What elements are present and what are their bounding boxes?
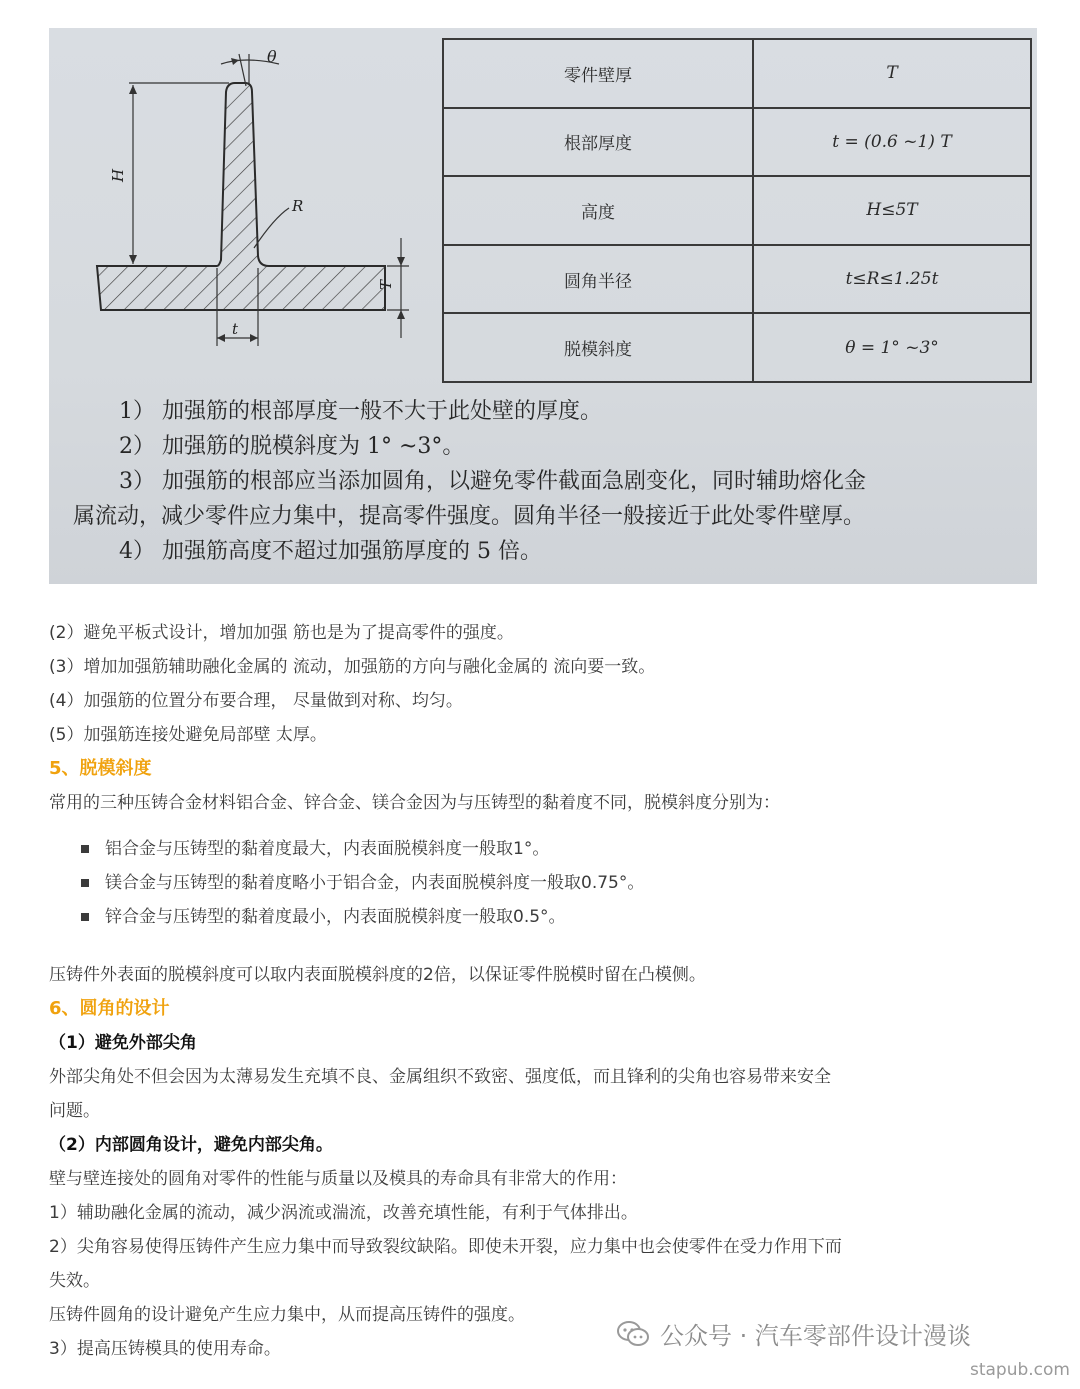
section-title-draft: 5、脱模斜度 [49, 758, 152, 779]
table-cell-value: t = (0.6 ~1) T [753, 108, 1031, 177]
subsection-title: （1）避免外部尖角 [49, 1033, 197, 1053]
table-cell-param: 零件壁厚 [443, 39, 753, 108]
section-outro: 压铸件外表面的脱模斜度可以取内表面脱模斜度的2倍，以保证零件脱模时留在凸模侧。 [49, 965, 706, 985]
book-note: 1） 加强筋的根部厚度一般不大于此处壁的厚度。 [119, 399, 602, 424]
book-notes [73, 394, 1019, 569]
list-item [49, 900, 1039, 934]
paragraph: 问题。 [49, 1101, 100, 1121]
rib-diagram [49, 28, 449, 368]
label-H: H [109, 168, 127, 182]
square-bullet-icon [81, 879, 89, 887]
square-bullet-icon [81, 913, 89, 921]
site-watermark: stapub.com [969, 1360, 1070, 1380]
book-note: 3） 加强筋的根部应当添加圆角，以避免零件截面急剧变化，同时辅助熔化金 [119, 469, 866, 494]
draft-angle-list [49, 832, 1039, 934]
table-row [443, 39, 1031, 108]
table-cell-param: 脱模斜度 [443, 313, 753, 382]
list-item-text: 锌合金与压铸型的黏着度最小，内表面脱模斜度一般取0.5°。 [105, 907, 566, 927]
table-cell-param: 根部厚度 [443, 108, 753, 177]
table-cell-value: t≤R≤1.25t [753, 245, 1031, 314]
square-bullet-icon [81, 845, 89, 853]
list-item [49, 866, 1039, 900]
book-note: 属流动，减少零件应力集中，提高零件强度。圆角半径一般接近于此处零件壁厚。 [73, 504, 866, 529]
table-cell-param: 高度 [443, 176, 753, 245]
list-item [49, 832, 1039, 866]
paragraph: 失效。 [49, 1271, 100, 1291]
table-row [443, 176, 1031, 245]
table-cell-value: T [753, 39, 1031, 108]
paragraph: 3）提高压铸模具的使用寿命。 [49, 1339, 281, 1359]
label-T: T [377, 279, 395, 290]
section-intro: 常用的三种压铸合金材料铝合金、锌合金、镁合金因为与压铸型的黏着度不同，脱模斜度分别为： [49, 793, 780, 813]
paragraph: 1）辅助融化金属的流动，减少涡流或湍流，改善充填性能，有利于气体排出。 [49, 1203, 638, 1223]
book-photo [49, 28, 1037, 584]
wechat-watermark [616, 1316, 971, 1351]
paragraph: 压铸件圆角的设计避免产生应力集中，从而提高压铸件的强度。 [49, 1305, 525, 1325]
table-row [443, 108, 1031, 177]
rib-point: (2）避免平板式设计，增加加强 筋也是为了提高零件的强度。 [49, 623, 514, 643]
table-row [443, 313, 1031, 382]
paragraph: 外部尖角处不但会因为太薄易发生充填不良、金属组织不致密、强度低，而且锋利的尖角也容易带来安全 [49, 1067, 831, 1087]
paragraph: 2）尖角容易使得压铸件产生应力集中而导致裂纹缺陷。即使未开裂，应力集中也会使零件在受力作用下而 [49, 1237, 842, 1257]
list-item-text: 镁合金与压铸型的黏着度略小于铝合金，内表面脱模斜度一般取0.75°。 [105, 873, 645, 893]
table-row [443, 245, 1031, 314]
article-body [49, 616, 1039, 1366]
rib-point: (4）加强筋的位置分布要合理， 尽量做到对称、均匀。 [49, 691, 463, 711]
watermark-text: 公众号 · 汽车零部件设计漫谈 [660, 1322, 971, 1350]
subsection-title: （2）内部圆角设计，避免内部尖角。 [49, 1135, 333, 1155]
rib-section [97, 83, 385, 310]
rib-point: (3）增加加强筋辅助融化金属的 流动，加强筋的方向与融化金属的 流向要一致。 [49, 657, 656, 677]
book-note: 4） 加强筋高度不超过加强筋厚度的 5 倍。 [119, 539, 542, 564]
list-item-text: 铝合金与压铸型的黏着度最大，内表面脱模斜度一般取1°。 [105, 839, 550, 859]
rib-spec-table [442, 38, 1032, 383]
rib-point: (5）加强筋连接处避免局部壁 太厚。 [49, 725, 327, 745]
label-R: R [292, 197, 304, 215]
section-title-fillet: 6、圆角的设计 [49, 998, 170, 1019]
label-theta: θ [267, 47, 277, 66]
wechat-icon [616, 1319, 650, 1349]
paragraph: 壁与壁连接处的圆角对零件的性能与质量以及模具的寿命具有非常大的作用： [49, 1169, 627, 1189]
table-cell-param: 圆角半径 [443, 245, 753, 314]
table-cell-value: H≤5T [753, 176, 1031, 245]
book-note: 2） 加强筋的脱模斜度为 1° ~3°。 [119, 434, 465, 459]
label-t: t [232, 320, 239, 338]
table-cell-value: θ = 1° ~3° [753, 313, 1031, 382]
